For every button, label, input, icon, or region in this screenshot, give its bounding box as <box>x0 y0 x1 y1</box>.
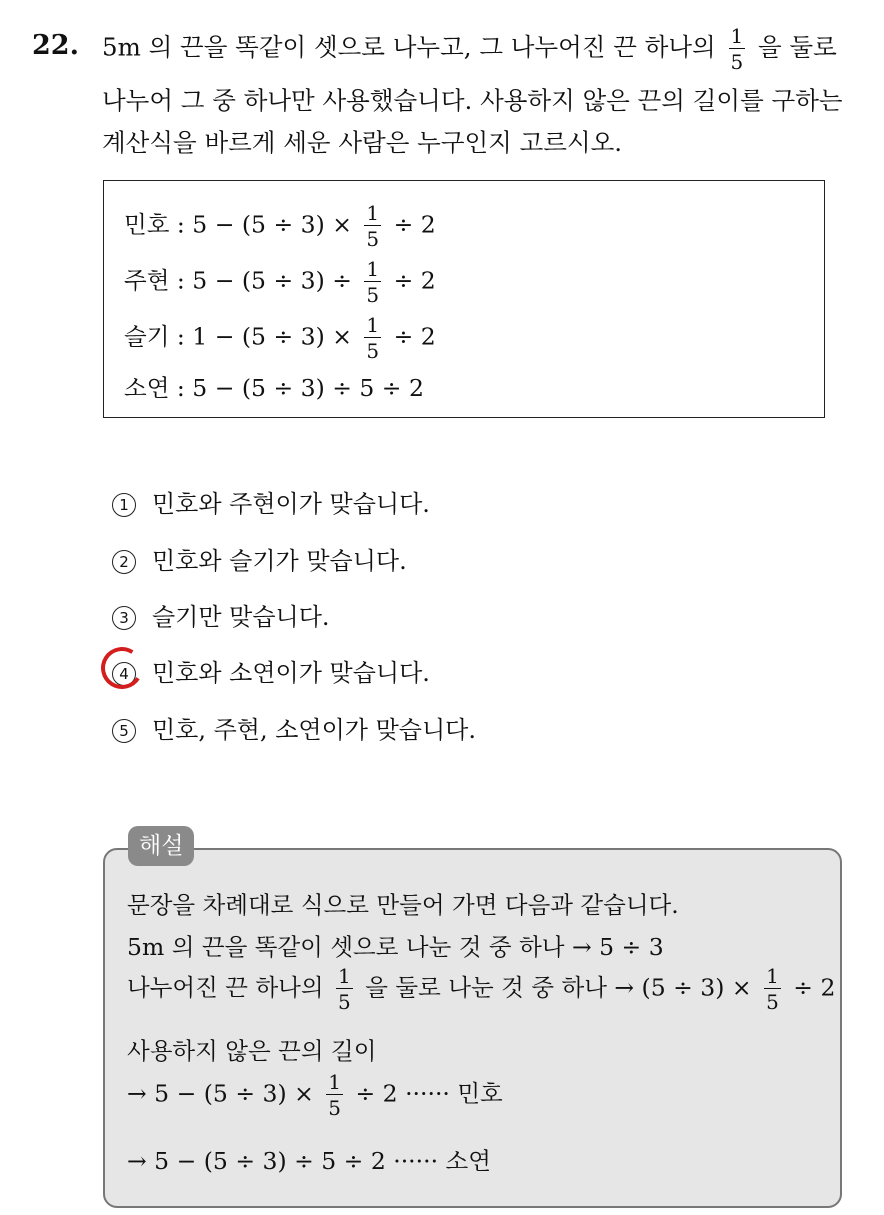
equation-expr: 5 − (5 ÷ 3) ÷ <box>192 266 352 295</box>
equation-box <box>103 180 825 418</box>
fraction-numerator: 1 <box>366 313 380 337</box>
solution-line-5 <box>127 1072 503 1118</box>
choice-number: 1 <box>112 493 136 517</box>
fraction-denominator: 5 <box>766 990 779 1014</box>
choice-4[interactable] <box>112 653 430 688</box>
choice-number: 2 <box>112 550 136 574</box>
fraction <box>364 315 381 361</box>
solution-line-3 <box>127 966 835 1012</box>
fraction-denominator: 5 <box>366 339 380 363</box>
choice-number: 5 <box>112 719 136 743</box>
choice-number: 4 <box>112 662 136 686</box>
solution-text-3c: ÷ 2 <box>793 973 836 1002</box>
fraction-numerator: 1 <box>338 964 351 988</box>
solution-text-3a: 나누어진 끈 하나의 <box>127 973 324 1002</box>
fraction <box>326 1072 343 1118</box>
fraction <box>364 203 381 249</box>
fraction-denominator: 5 <box>730 50 744 74</box>
fraction-denominator: 5 <box>366 283 380 307</box>
solution-line-2: 5m 의 끈을 똑같이 셋으로 나눈 것 중 하나 → 5 ÷ 3 <box>127 933 664 961</box>
equation-expr-tail: ÷ 2 <box>393 210 436 239</box>
question-text-1a: 5m 의 끈을 똑같이 셋으로 나누고, 그 나누어진 끈 하나의 <box>102 32 716 62</box>
choice-text: 민호와 주현이가 맞습니다. <box>152 490 430 518</box>
equation-person: 슬기 <box>124 322 170 351</box>
equation-expr: 5 − (5 ÷ 3) ÷ 5 ÷ 2 <box>192 374 424 402</box>
equation-expr-tail: ÷ 2 <box>393 322 436 351</box>
equation-minho <box>124 203 436 249</box>
question-line-3: 계산식을 바르게 세운 사람은 누구인지 고르시오. <box>102 128 623 157</box>
solution-text-5b: ÷ 2 ······ 민호 <box>355 1079 503 1108</box>
question-number: 22. <box>32 30 79 61</box>
solution-line-1: 문장을 차례대로 식으로 만들어 가면 다음과 같습니다. <box>127 891 679 919</box>
fraction <box>729 26 746 72</box>
equation-separator: : <box>176 266 185 295</box>
choice-3[interactable] <box>112 597 330 632</box>
solution-box <box>103 848 842 1208</box>
equation-soyeon <box>124 369 424 403</box>
fraction-denominator: 5 <box>338 990 351 1014</box>
equation-expr: 5 − (5 ÷ 3) × <box>192 210 352 239</box>
question-line-1 <box>102 26 837 72</box>
solution-line-4: 사용하지 않은 끈의 길이 <box>127 1037 377 1065</box>
solution-label: 해설 <box>128 826 194 866</box>
equation-expr-tail: ÷ 2 <box>393 266 436 295</box>
choice-text: 슬기만 맞습니다. <box>152 603 330 631</box>
equation-separator: : <box>176 374 185 402</box>
fraction <box>336 966 353 1012</box>
choice-text: 민호, 주현, 소연이가 맞습니다. <box>152 716 476 744</box>
solution-line-6: → 5 − (5 ÷ 3) ÷ 5 ÷ 2 ······ 소연 <box>127 1147 491 1175</box>
solution-text-3b: 을 둘로 나눈 것 중 하나 → (5 ÷ 3) × <box>365 973 752 1002</box>
choice-text: 민호와 소연이가 맞습니다. <box>152 659 430 687</box>
equation-juhyeon <box>124 259 436 305</box>
choice-2[interactable] <box>112 541 407 576</box>
equation-seulgi <box>124 315 436 361</box>
solution-text-5a: → 5 − (5 ÷ 3) × <box>127 1079 314 1108</box>
equation-person: 소연 <box>124 374 170 402</box>
fraction-denominator: 5 <box>366 227 380 251</box>
fraction-denominator: 5 <box>328 1096 341 1120</box>
equation-expr: 1 − (5 ÷ 3) × <box>192 322 352 351</box>
fraction-numerator: 1 <box>328 1070 341 1094</box>
fraction-numerator: 1 <box>766 964 779 988</box>
equation-person: 주현 <box>124 266 170 295</box>
choice-text: 민호와 슬기가 맞습니다. <box>152 547 407 575</box>
choice-1[interactable] <box>112 484 430 519</box>
fraction <box>764 966 781 1012</box>
equation-separator: : <box>176 210 185 239</box>
fraction <box>364 259 381 305</box>
choice-5[interactable] <box>112 710 476 745</box>
equation-person: 민호 <box>124 210 170 239</box>
equation-separator: : <box>176 322 185 351</box>
question-line-2: 나누어 그 중 하나만 사용했습니다. 사용하지 않은 끈의 길이를 구하는 <box>102 86 843 115</box>
fraction-numerator: 1 <box>730 24 744 48</box>
fraction-numerator: 1 <box>366 201 380 225</box>
choice-number: 3 <box>112 606 136 630</box>
fraction-numerator: 1 <box>366 257 380 281</box>
question-text-1b: 을 둘로 <box>758 32 837 62</box>
